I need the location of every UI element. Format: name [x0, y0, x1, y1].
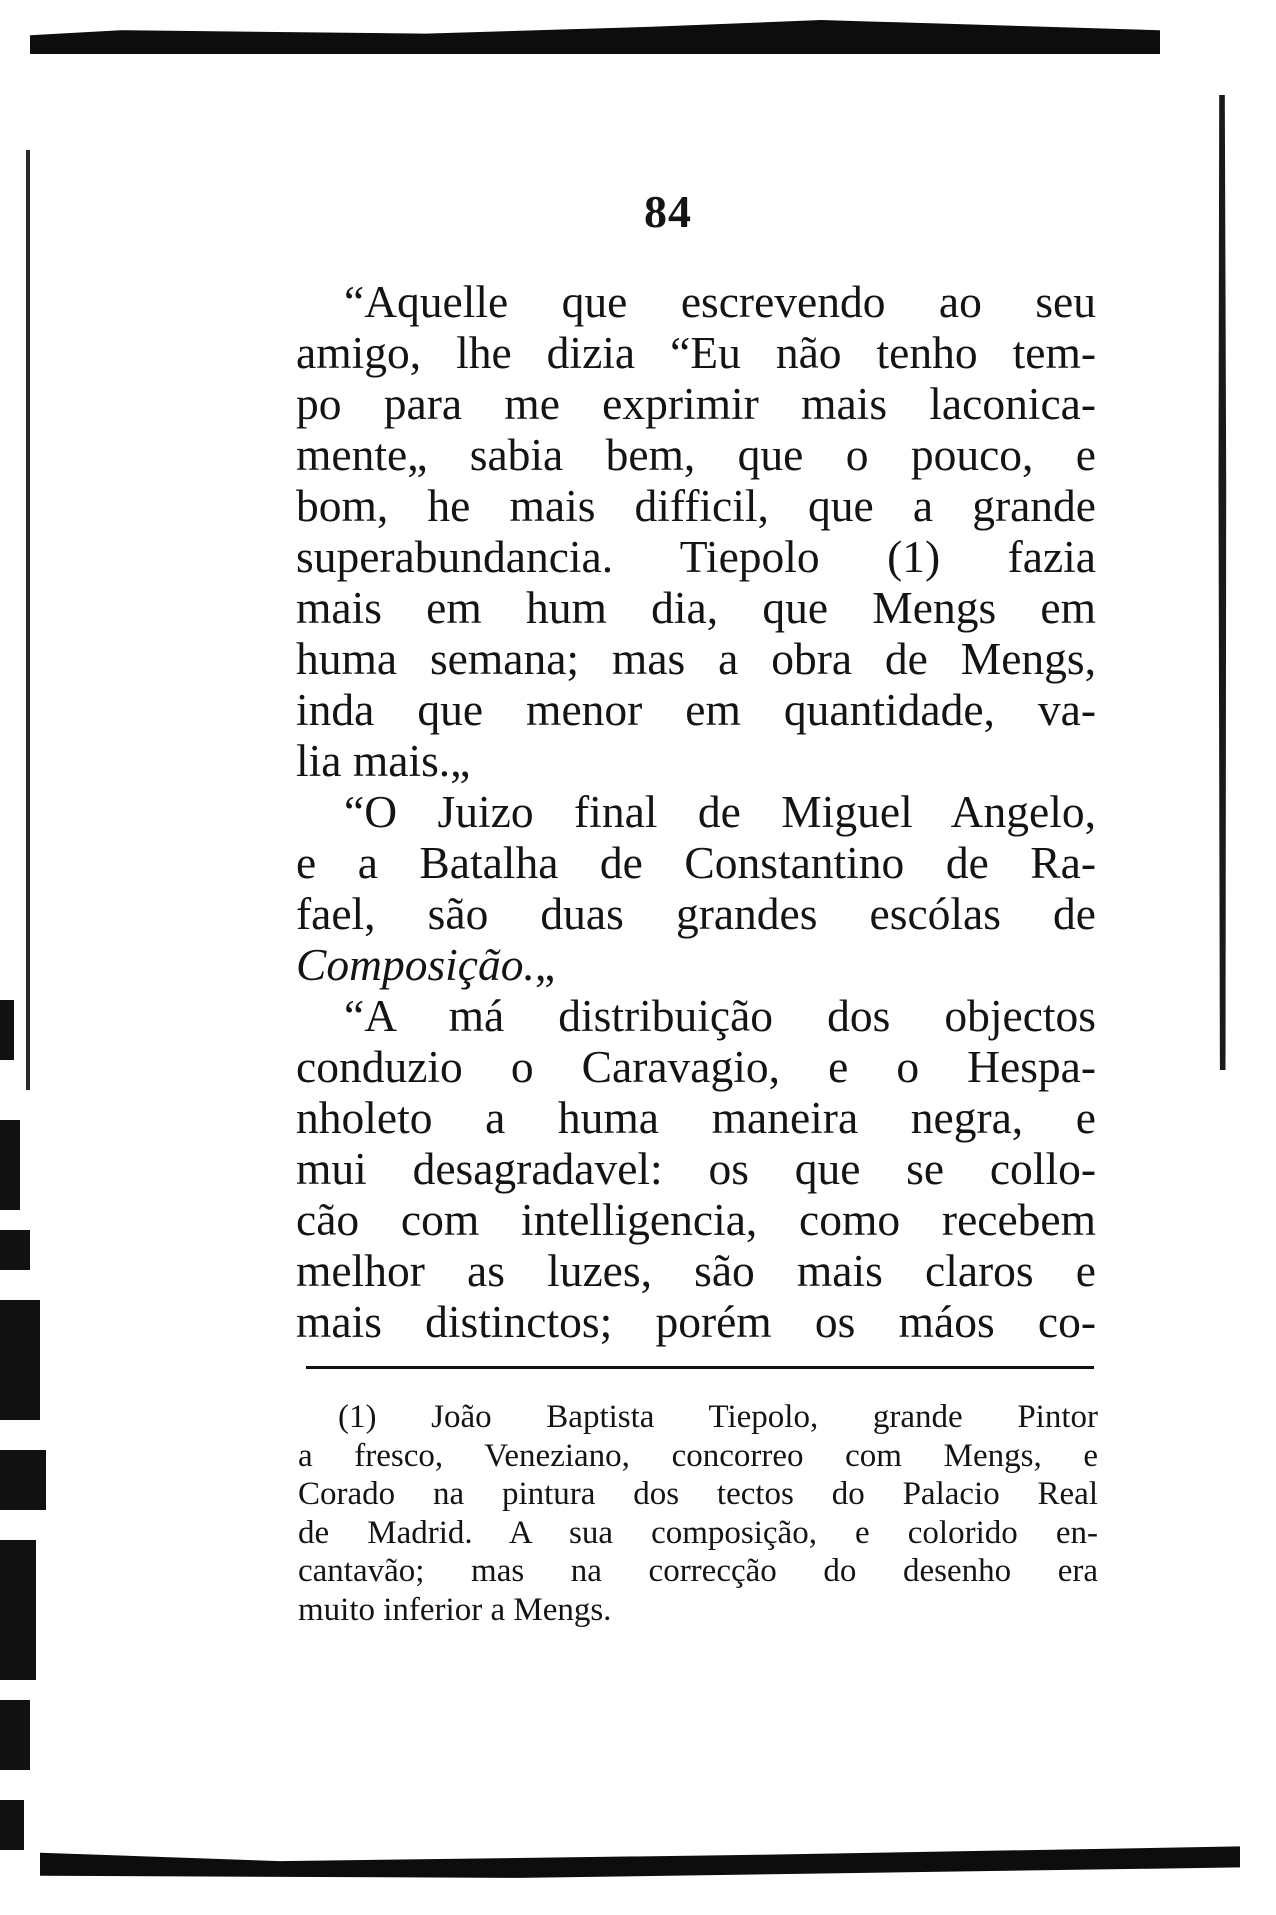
text-line: lia mais.„ [296, 735, 471, 786]
scan-edge-top [30, 20, 1160, 54]
footnote-line: Corado na pintura dos tectos do Palacio Real [298, 1476, 1098, 1512]
text-line: bom, he mais difficil, que a grande [296, 480, 1096, 531]
page-number: 84 [644, 186, 692, 237]
text-line: mais em hum dia, que Mengs em [296, 582, 1096, 633]
text-line: po para me exprimir mais laconica- [296, 378, 1096, 429]
footnote-line: de Madrid. A sua composição, e colorido en- [298, 1514, 1098, 1551]
text-line: “Aquelle que escrevendo ao seu [344, 276, 1096, 327]
footnote [298, 1398, 1098, 1629]
text-line [296, 939, 1096, 990]
scan-edge-left-line [26, 150, 30, 1090]
text-line: conduzio o Caravagio, e o Hespa- [296, 1041, 1096, 1092]
closing-quote: „ [534, 939, 556, 990]
footnote-rule [306, 1366, 1094, 1369]
text-line: inda que menor em quantidade, va- [296, 684, 1096, 735]
text-line: mui desagradavel: os que se collo- [296, 1143, 1096, 1194]
body-text [296, 276, 1096, 1347]
footnote-line: muito inferior a Mengs. [298, 1591, 612, 1628]
text-line: cão com intelligencia, como recebem [296, 1194, 1096, 1245]
footnote-line: (1) João Baptista Tiepolo, grande Pintor [338, 1399, 1098, 1435]
text-line: mais distinctos; porém os máos co- [296, 1296, 1096, 1347]
footnote-line: cantavão; mas na correcção do desenho era [298, 1553, 1098, 1589]
footnote-line: a fresco, Veneziano, concorreo com Mengs, e [298, 1437, 1098, 1474]
text-line: superabundancia. Tiepolo (1) fazia [296, 531, 1096, 582]
text-line: e a Batalha de Constantino de Ra- [296, 837, 1096, 888]
italic-term: Composição. [296, 939, 535, 990]
text-line: “A má distribuição dos objectos [344, 990, 1096, 1041]
text-line: huma semana; mas a obra de Mengs, [296, 633, 1096, 684]
text-line: mente„ sabia bem, que o pouco, e [296, 429, 1096, 480]
text-line: nholeto a huma maneira negra, e [296, 1092, 1096, 1143]
text-line: melhor as luzes, são mais claros e [296, 1245, 1096, 1296]
text-line: “O Juizo final de Miguel Angelo, [344, 786, 1096, 837]
scan-edge-right [1215, 95, 1229, 1070]
text-line: amigo, lhe dizia “Eu não tenho tem- [296, 327, 1096, 378]
text-line: fael, são duas grandes escólas de [296, 888, 1096, 939]
scan-edge-left [0, 1000, 52, 1860]
scan-edge-bottom [40, 1838, 1240, 1880]
